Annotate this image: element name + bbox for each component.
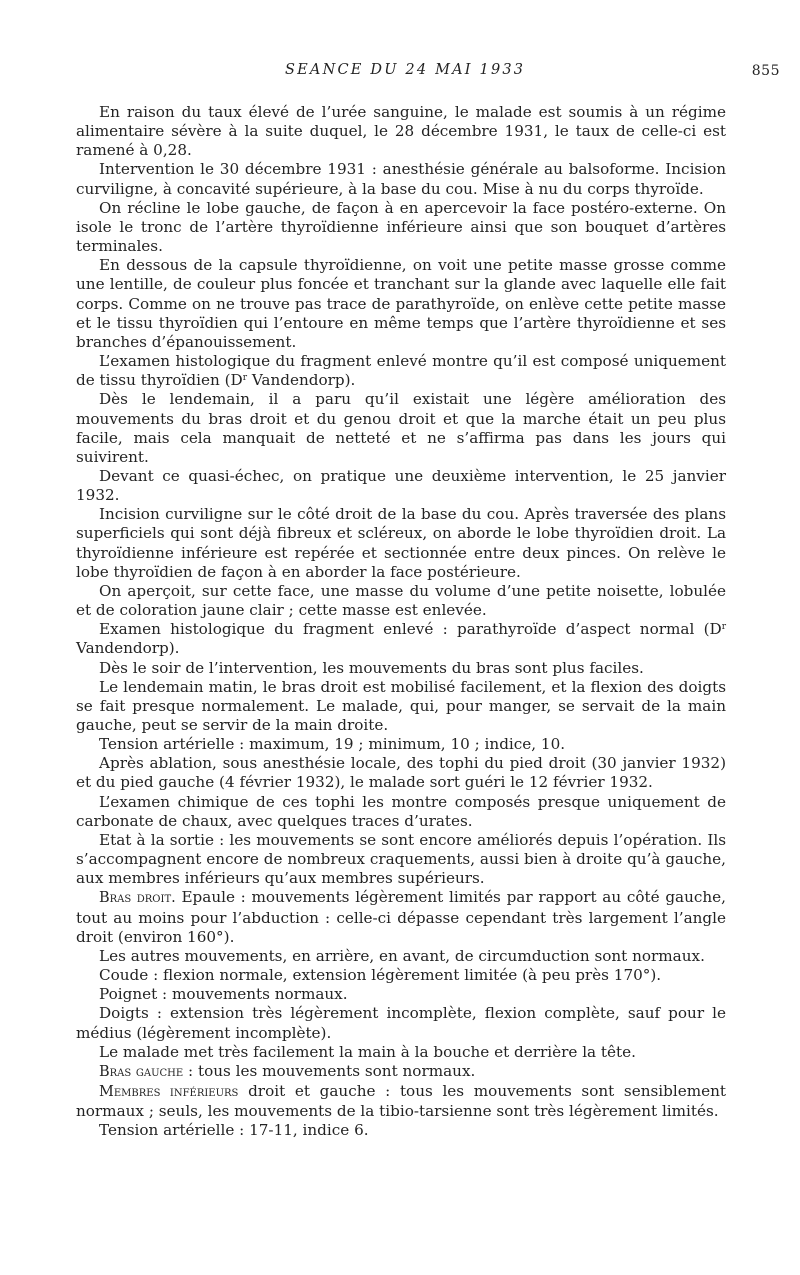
paragraph: Tension artérielle : maximum, 19 ; minimum, 10 ; indice, 10. [99, 735, 566, 754]
body-text [76, 103, 726, 1140]
page-number: 855 [751, 63, 780, 79]
paragraph: Membres inférieurs droit et gauche : tous les mouvements sont sensiblement normaux ; seuls, les mouvements de la tibio-tarsienne sont très légèrement limités. [76, 1081, 726, 1121]
paragraph: Poignet : mouvements normaux. [99, 985, 348, 1004]
paragraph: Tension artérielle : 17-11, indice 6. [99, 1121, 369, 1140]
paragraph: On aperçoit, sur cette face, une masse du volume d’une petite noisette, lobulée et de coloration jaune clair ; cette masse est enlevée. [76, 581, 726, 620]
paragraph: Etat à la sortie : les mouvements se sont encore améliorés depuis l’opération. Ils s’accompagnent encore de nombreux craquements, aussi bien à droite qu’à gauche, aux membres inférieurs qu’aux membres supérieurs. [76, 830, 726, 888]
paragraph: Les autres mouvements, en arrière, en avant, de circumduction sont normaux. [99, 946, 705, 965]
paragraph: En dessous de la capsule thyroïdienne, on voit une petite masse grosse comme une lentille, de couleur plus foncée et tranchant sur la glande avec laquelle elle fait corps. Comme on ne trouve pas trace de parathyroïde, on enlève cette petite masse et le tissu thyroïdien qui l’entoure en même temps que l’artère thyroïdienne et ses branches d’épanouissement. [76, 256, 726, 351]
paragraph: L’examen chimique de ces tophi les montre composés presque uniquement de carbonate de chaux, avec quelques traces d’urates. [76, 792, 726, 830]
section-lead: Bras droit. [99, 890, 176, 907]
paragraph: Dès le soir de l’intervention, les mouvements du bras sont plus faciles. [99, 658, 644, 677]
paragraph: Après ablation, sous anesthésie locale, des tophi du pied droit (30 janvier 1932) et du pied gauche (4 février 1932), le malade sort guéri le 12 février 1932. [76, 754, 726, 792]
paragraph: Dès le lendemain, il a paru qu’il existait une légère amélioration des mouvements du bras droit et du genou droit et que la marche était un peu plus facile, mais cela manquait de netteté et ne s’affirma pas dans les jours qui suivirent. [76, 390, 726, 466]
paragraph: Devant ce quasi-échec, on pratique une deuxième intervention, le 25 janvier 1932. [76, 466, 726, 505]
paragraph: Bras droit. Epaule : mouvements légèrement limités par rapport au côté gauche, tout au moins pour l’abduction : celle-ci dépasse cependant très largement l’angle droit (environ 160°). [76, 888, 726, 946]
paragraph: Intervention le 30 décembre 1931 : anesthésie générale au balsoforme. Incision curviligne, à concavité supérieure, à la base du cou. Mise à nu du corps thyroïde. [76, 160, 726, 198]
running-title: SEANCE DU 24 MAI 1933 [285, 62, 526, 78]
paragraph: Le lendemain matin, le bras droit est mobilisé facilement, et la flexion des doigts se fait presque normalement. Le malade, qui, pour manger, se servait de la main gauche, peut se servir de la main droite. [76, 677, 726, 734]
section-lead: Bras gauche [99, 1063, 184, 1080]
paragraph: Doigts : extension très légèrement incomplète, flexion complète, sauf pour le médius (légèrement incomplète). [76, 1004, 726, 1042]
paragraph: Bras gauche : tous les mouvements sont normaux. [99, 1061, 476, 1080]
paragraph: En raison du taux élevé de l’urée sanguine, le malade est soumis à un régime alimentaire sévère à la suite duquel, le 28 décembre 1931, le taux de celle-ci est ramené à 0,28. [76, 103, 726, 160]
paragraph: Le malade met très facilement la main à la bouche et derrière la tête. [99, 1042, 636, 1061]
paragraph: Coude : flexion normale, extension légèrement limitée (à peu près 170°). [99, 966, 662, 985]
paragraph: On récline le lobe gauche, de façon à en apercevoir la face postéro-externe. On isole le tronc de l’artère thyroïdienne inférieure ainsi que son bouquet d’artères terminales. [76, 198, 726, 256]
section-lead: Membres inférieurs [99, 1083, 239, 1100]
paragraph: L’examen histologique du fragment enlevé montre qu’il est composé uniquement de tissu thyroïdien ($D^r$ Vandendorp). [76, 352, 726, 390]
paragraph: Incision curviligne sur le côté droit de la base du cou. Après traversée des plans superficiels qui sont déjà fibreux et scléreux, on aborde le lobe thyroïdien droit. La thyroïdienne inférieure est repérée et sectionnée entre deux pinces. On relève le lobe thyroïdien de façon à en aborder la face postérieure. [76, 505, 726, 581]
page-header [0, 62, 800, 86]
paragraph: Examen histologique du fragment enlevé : parathyroïde d’aspect normal ($D^r$ Vandendorp). [76, 620, 726, 658]
